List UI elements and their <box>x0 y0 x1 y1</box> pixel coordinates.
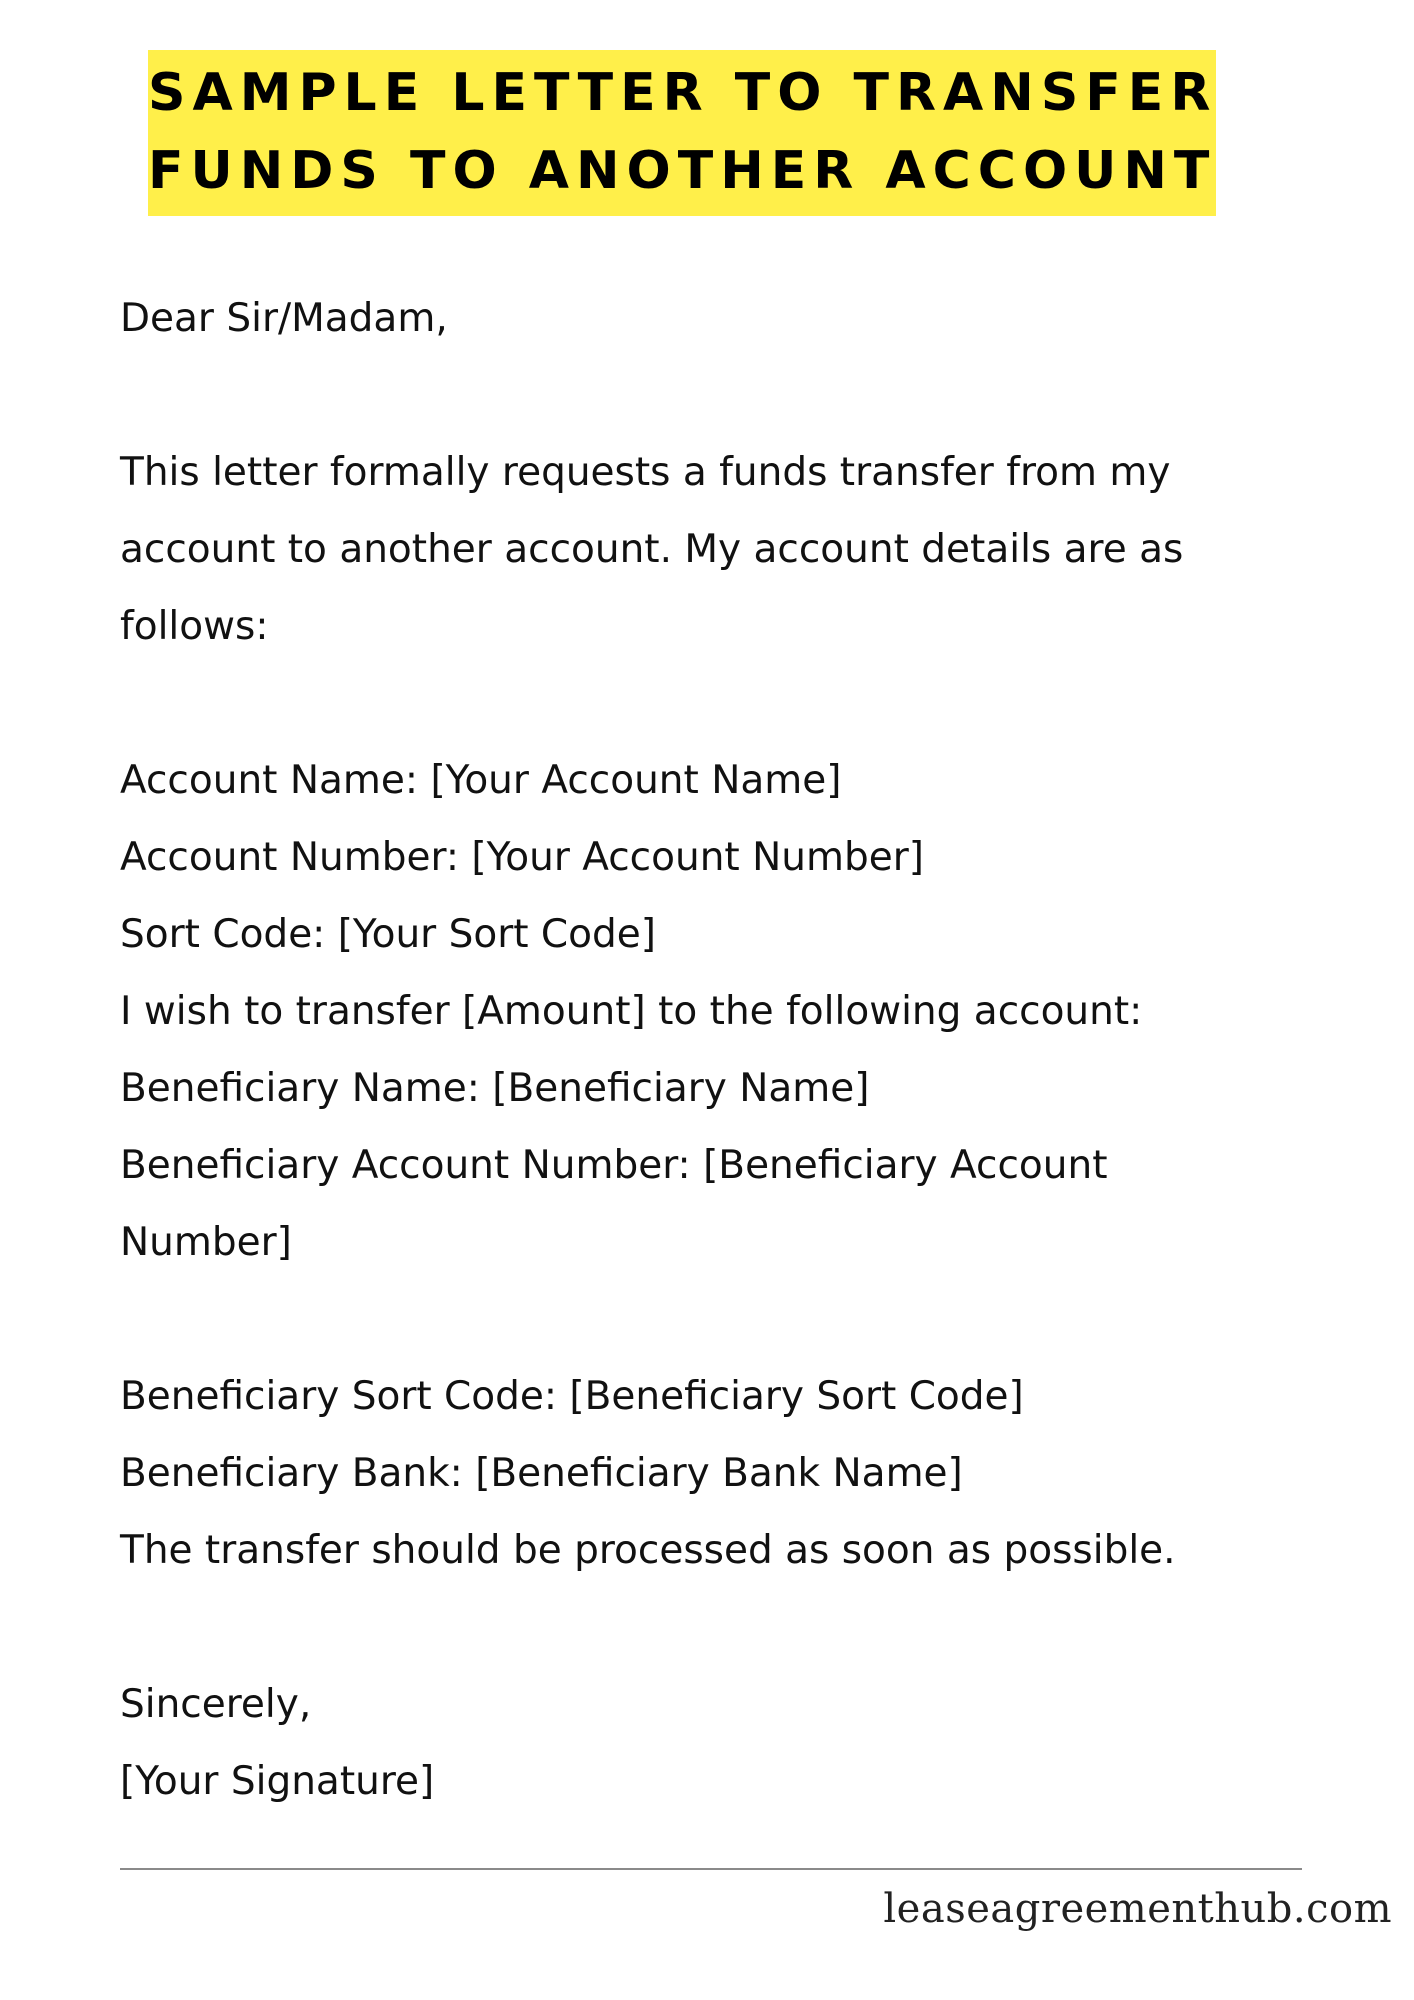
account-name-line: Account Name: [Your Account Name] <box>120 758 842 803</box>
transfer-amount-line: I wish to transfer [Amount] to the following account: <box>120 989 1143 1034</box>
beneficiary-name-line: Beneficiary Name: [Beneficiary Name] <box>120 1066 870 1111</box>
beneficiary-sort-code-line: Beneficiary Sort Code: [Beneficiary Sort Code] <box>120 1374 1024 1419</box>
letter-body <box>120 280 1320 1820</box>
paragraph-gap <box>120 1589 1320 1666</box>
signature-placeholder: [Your Signature] <box>120 1759 435 1804</box>
page-title-line-2: FUNDS TO ANOTHER ACCOUNT <box>148 141 1217 201</box>
footer-website: leaseagreementhub.com <box>883 1886 1392 1932</box>
page-title-line-1: SAMPLE LETTER TO TRANSFER <box>148 63 1218 123</box>
intro-line: This letter formally requests a funds transfer from my <box>120 450 1171 495</box>
footer-divider <box>120 1868 1302 1870</box>
intro-line: follows: <box>120 604 269 649</box>
title-highlight <box>148 50 1216 216</box>
paragraph-gap <box>120 357 1320 434</box>
intro-line: account to another account. My account details are as <box>120 527 1184 572</box>
beneficiary-account-number-line: Beneficiary Account Number: [Beneficiary Account <box>120 1143 1108 1188</box>
paragraph-gap <box>120 665 1320 742</box>
beneficiary-bank-line: Beneficiary Bank: [Beneficiary Bank Name] <box>120 1451 963 1496</box>
account-number-line: Account Number: [Your Account Number] <box>120 835 924 880</box>
sort-code-line: Sort Code: [Your Sort Code] <box>120 912 656 957</box>
processing-request-line: The transfer should be processed as soon as possible. <box>120 1528 1176 1573</box>
closing: Sincerely, <box>120 1682 312 1727</box>
beneficiary-account-number-continued: Number] <box>120 1220 292 1265</box>
salutation: Dear Sir/Madam, <box>120 296 448 341</box>
paragraph-gap <box>120 1281 1320 1358</box>
